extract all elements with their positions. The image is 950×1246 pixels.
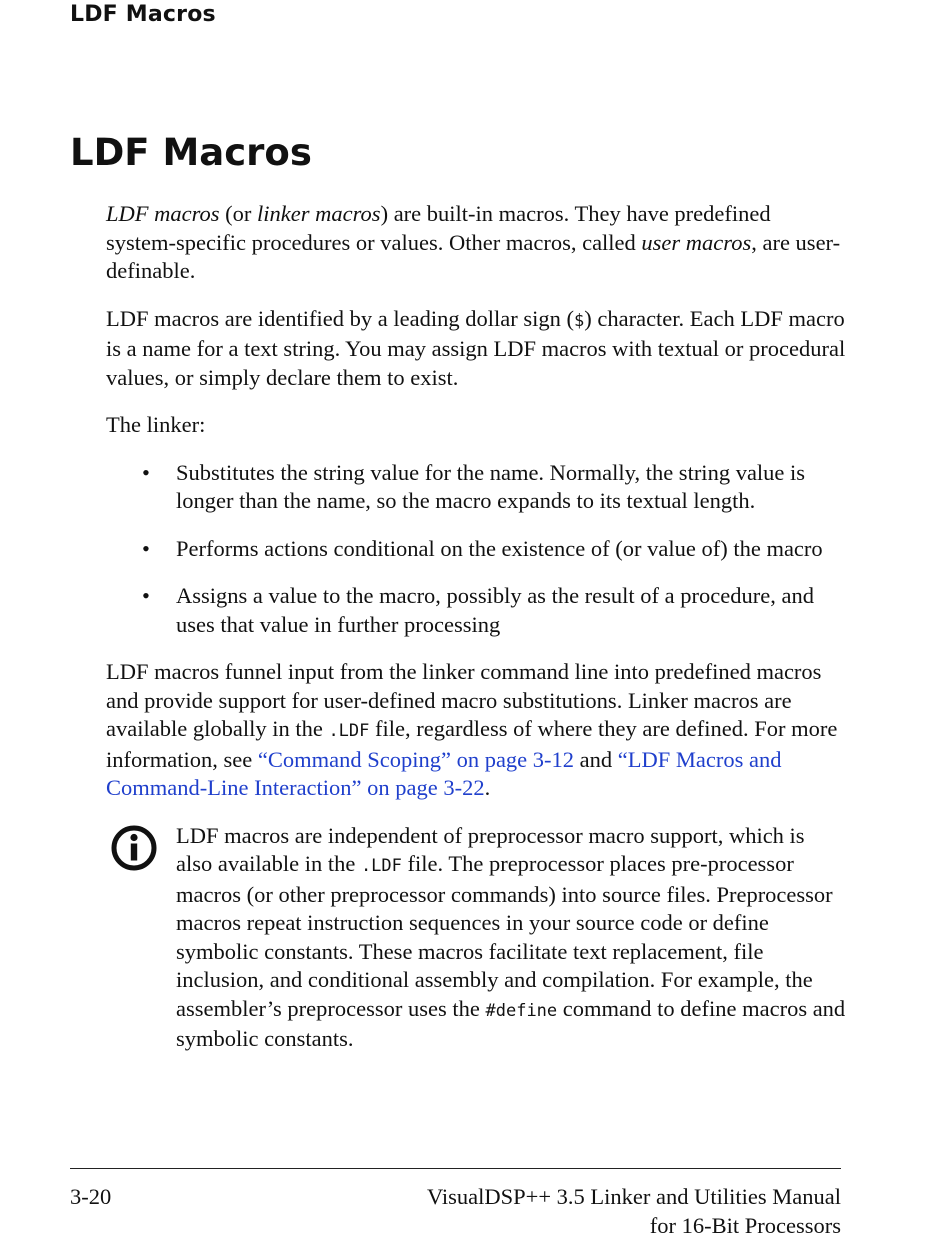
list-item bbox=[106, 582, 846, 639]
note-block bbox=[106, 822, 846, 1054]
list-item-text: Performs actions conditional on the existence of (or value of) the macro bbox=[176, 535, 823, 561]
term-linker-macros: linker macros bbox=[257, 201, 381, 226]
footer-manual-title bbox=[427, 1183, 841, 1240]
info-icon bbox=[110, 824, 158, 872]
footer-title-line-1: VisualDSP++ 3.5 Linker and Utilities Manual bbox=[427, 1184, 841, 1209]
link-ldf-macros-command-line[interactable]: “LDF Macros and Command-Line Interaction” on page 3-22 bbox=[106, 746, 782, 800]
note-text-2: file. The preprocessor places pre-processor macros (or other preprocessor commands) into source files. Preprocessor macros repeat instruction sequences in your source code or define symbolic constants. These macros facilitate text replacement, file inclusion, and conditional assembly and compilation. For example, the assembler’s preprocessor uses the bbox=[176, 851, 833, 1021]
footer-title-line-2: for 16-Bit Processors bbox=[649, 1212, 841, 1238]
body-content bbox=[106, 200, 846, 1054]
intro-text-1: (or bbox=[219, 201, 258, 226]
note-text bbox=[176, 822, 846, 1054]
funnel-text-3: and bbox=[574, 746, 618, 772]
term-user-macros: user macros bbox=[641, 229, 752, 255]
list-item-text: Assigns a value to the macro, possibly as the result of a procedure, and uses that value in further processing bbox=[176, 583, 814, 637]
identified-text-2: ) character. Each LDF macro is a name for a text string. You may assign LDF macros with textual or procedural values, or simply declare them to exist. bbox=[106, 305, 846, 390]
linker-intro: The linker: bbox=[106, 412, 206, 437]
bullet-mark: • bbox=[142, 535, 150, 561]
funnel-text-4: . bbox=[484, 775, 491, 800]
link-command-scoping[interactable]: “Command Scoping” on page 3-12 bbox=[257, 746, 575, 772]
page-number: 3-20 bbox=[70, 1184, 112, 1209]
funnel-paragraph bbox=[106, 658, 846, 803]
code-dollar: $ bbox=[574, 310, 585, 331]
bullet-mark: • bbox=[142, 583, 150, 608]
funnel-text-2: file, regardless of where they are defined. For more information, see bbox=[106, 716, 838, 772]
note-text-3: command to define macros and symbolic constants. bbox=[176, 995, 846, 1051]
list-item bbox=[106, 459, 846, 516]
intro-text-2: ) are built-in macros. They have predefined system-specific procedures or values. Other macros, called bbox=[106, 201, 771, 255]
intro-text-3: , are user-definable. bbox=[106, 229, 841, 283]
code-ldf-note: .LDF bbox=[360, 856, 402, 876]
footer-rule bbox=[70, 1168, 841, 1169]
list-item bbox=[106, 535, 846, 564]
running-header: LDF Macros bbox=[70, 2, 216, 27]
funnel-text-1: LDF macros funnel input from the linker command line into predefined macros and provide support for user-defined macro substitutions. Linker macros are available globally in the bbox=[106, 659, 822, 741]
identified-text-1: LDF macros are identified by a leading dollar sign ( bbox=[106, 305, 574, 331]
code-ldf: .LDF bbox=[328, 721, 370, 741]
list-item-text: Substitutes the string value for the name. Normally, the string value is longer than the name, so the macro expands to its textual length. bbox=[176, 459, 806, 513]
bullet-list bbox=[106, 459, 846, 640]
note-text-1: LDF macros are independent of preprocessor macro support, which is also available in the bbox=[176, 822, 805, 876]
identified-paragraph bbox=[106, 305, 846, 393]
bullet-mark: • bbox=[142, 459, 150, 485]
intro-paragraph bbox=[106, 200, 846, 286]
section-title: LDF Macros bbox=[70, 131, 312, 174]
term-ldf-macros: LDF macros bbox=[106, 201, 220, 226]
code-define: #define bbox=[485, 1000, 558, 1021]
